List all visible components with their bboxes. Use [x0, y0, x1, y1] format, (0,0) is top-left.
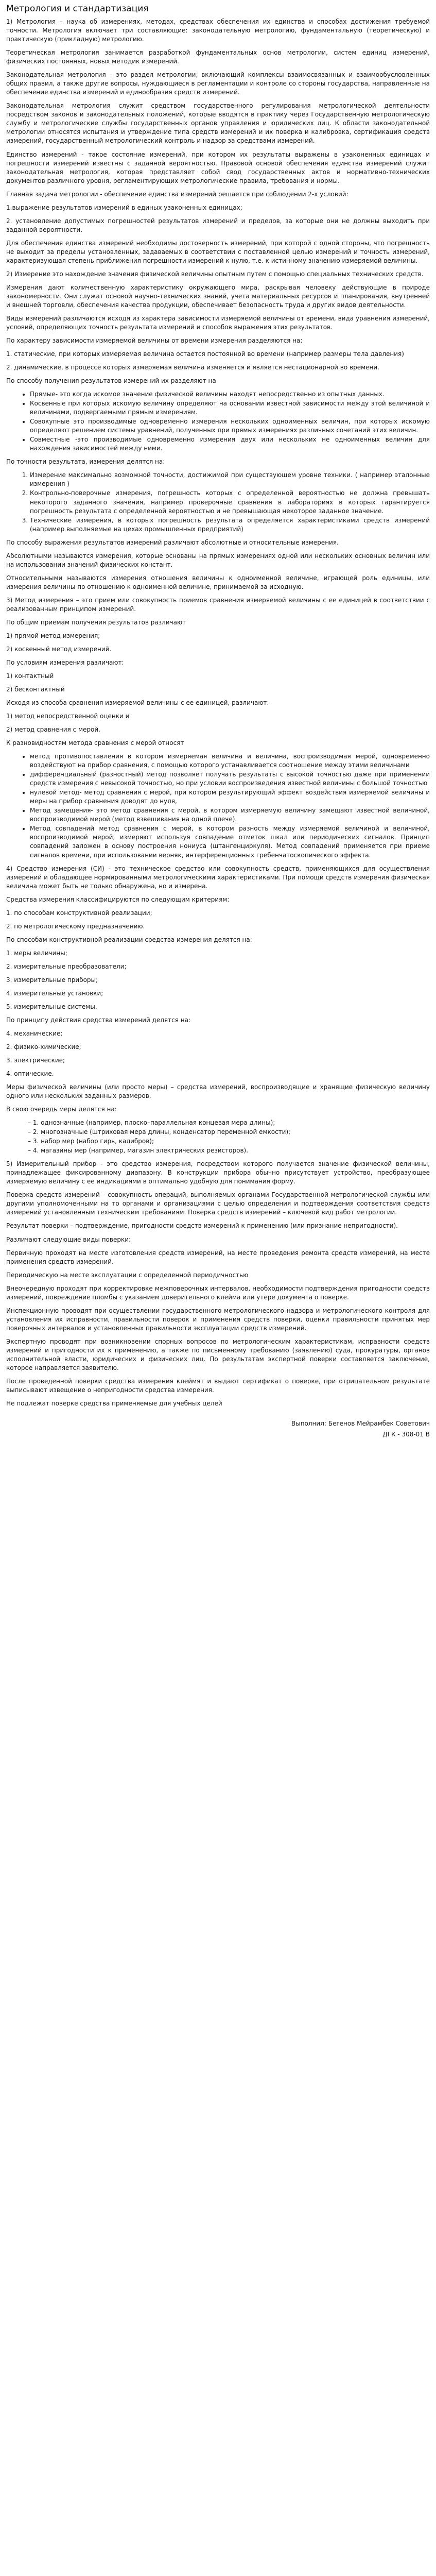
paragraph: Не подлежат поверке средства применяемые для учебных целей	[6, 1399, 222, 1407]
paragraph: Периодическую на месте эксплуатации с определенной периодичностью	[6, 1271, 249, 1279]
paragraph: По точности результата, измерения делятся на:	[6, 458, 165, 466]
paragraph: Средства измерения классифицируются по следующим критериям:	[6, 895, 230, 903]
document-footer	[6, 1419, 430, 1439]
paragraph: К разновидностям метода сравнения с мерой относят	[6, 739, 184, 747]
paragraph: 1. по способам конструктивной реализации;	[6, 909, 152, 917]
paragraph: По условиям измерения различают:	[6, 658, 124, 666]
list-item: – 1. однозначные (например, плоско–параллельная концевая мера длины);	[35, 1118, 430, 1127]
paragraph: 3. измерительные приборы;	[6, 976, 98, 984]
list-item: 1. Измерение максимально возможной точности, достижимой при существующем уровне техники. ( например эталонные измерения )	[30, 471, 430, 488]
list-item: • нулевой метод- метод сравнения с мерой, при котором результирующий эффект воздействия измеряемой величины и меры на прибор сравнения доводят до нуля,	[30, 788, 430, 806]
paragraph: 1) контактный	[6, 672, 54, 680]
paragraph: Исходя из способа сравнения измеряемой величины с ее единицей, различают:	[6, 699, 269, 707]
paragraph: Относительными называются измерения отношения величины к одноименной величине, играющей роль единицы, или измерения величины по отношению к одноименной величине, принимаемой за исходную.	[6, 574, 430, 590]
list-item: 3. Технические измерения, в которых погрешность результата определяется характеристиками средств измерений (например выполняемые на цехах промышленных предприятий)	[30, 516, 430, 534]
paragraph: После проведенной поверки средства измерения клеймят и выдают сертификат о поверке, при отрицательном результате выписывают извещение о непригодности средства измерения.	[6, 1377, 430, 1394]
list-item: – 4. магазины мер (например, магазин электрических резисторов).	[35, 1146, 430, 1155]
paragraph: По общим приемам получения результатов различают	[6, 618, 186, 626]
paragraph: 1) метод непосредственной оценки и	[6, 713, 130, 720]
list-item: • метод противопоставления в котором измеряемая величина и величина, воспроизводимая мерой, одновременно воздействуют на прибор сравнения, с помощью которого устанавливается соотношение между этими величинами	[30, 752, 430, 770]
list-item: • Метод совпадений метод сравнения с мерой, в котором разность между измеряемой величиной и величиной, воспроизводимой мерой, измеряют используя совпадение отметок шкал или периодических сигналов. Принцип совпадений заложен в основу построения нониуса (штангенциркуля). Метод совпадений применяется при приеме сигналов времени, при использовании верняк, интерференционных гребенчатоскопического эффекта.	[30, 824, 430, 859]
paragraph: 4. оптические.	[6, 1070, 54, 1078]
list-item: • дифференциальный (разностный) метод позволяет получать результаты с высокой точностью даже при применении средств измерения с невысокой точностью, но при условии воспроизведения известной величины с большой точностью	[30, 770, 430, 788]
list-item: • Метод замещения- это метод сравнения с мерой, в котором измеряемую величину замещают известной величиной, воспроизводимой мерой (метод взвешивания на одной плече).	[30, 806, 430, 824]
bullet-list	[6, 390, 430, 453]
paragraph: Поверка средств измерений – совокупность операций, выполняемых органами Государственной метрологической службы или другими уполномоченными на то органами и организациями с целью определения и подтверждения соответствия средств измерений установленным техническим требованиям. Поверка средств измерений – ключевой вид работ метрологии.	[6, 1191, 430, 1216]
paragraph: 1.выражение результатов измерений в единых узаконенных единицах;	[6, 204, 242, 211]
paragraph: Экспертную проводят при возникновении спорных вопросов по метрологическим характеристикам, исправности средств измерений и пригодности их к применению, а также по письменному требованию (заявлению) суда, прокуратуры, органов исполнительной власти, юридических и физических лиц. По результатам экспертной поверки составляется заключение, которое направляется заявителю.	[6, 1337, 430, 1371]
paragraph: 2. по метрологическому предназначению.	[6, 922, 145, 930]
paragraph: Абсолютными называются измерения, которые основаны на прямых измерениях одной или нескольких основных величин или на использовании значений физических констант.	[6, 552, 430, 568]
list-item: • Прямые- это когда искомое значение физической величины находят непосредственно из опытных данных.	[30, 390, 430, 399]
paragraph: Инспекционную проводят при осуществлении государственного метрологического надзора и метрологического контроля для установления их исправности, правильности поверок и применения средств поверки, оценки правильности принятых мер поверочных интервалов и установленных правильности эксплуатации средств измерений.	[6, 1307, 430, 1332]
paragraph: Различают следующие виды поверки:	[6, 1235, 131, 1243]
paragraph: По способам конструктивной реализации средства измерения делятся на:	[6, 936, 252, 943]
paragraph: 4. механические;	[6, 1029, 63, 1037]
paragraph: Для обеспечения единства измерений необходимы достоверность измерений, при которой с одной стороны, что погрешность не выходит за пределы установленных, задаваемых в соответствии с поставленной целью измерений и точность измерений, характеризующая степень приближения погрешности измерений к нулю, т.е. к истинному значению измеряемой величины.	[6, 239, 430, 264]
paragraph: 4. измерительные установки;	[6, 989, 103, 997]
list-item: – 3. набор мер (набор гирь, калибров);	[35, 1137, 430, 1146]
list-item: • Косвенные при которых искомую величину определяют на основании известной зависимости между этой величиной и величинами, подвергаемыми прямым измерениям.	[30, 399, 430, 417]
paragraph: Единство измерений - такое состояние измерений, при котором их результаты выражены в узаконенных единицах и погрешности измерений известны с заданной вероятностью. Правовой основой обеспечения единства измерений служит законодательная метрология, которая представляет собой свод государственных актов и нормативно-технических документов различного уровня, регламентирующих метрологические правила, требования и нормы.	[6, 150, 430, 184]
paragraph: В свою очередь меры делятся на:	[6, 1106, 117, 1113]
paragraph: 2. динамические, в процессе которых измеряемая величина изменяется и является нестационарной во времени.	[6, 364, 379, 371]
paragraph: Результат поверки – подтверждение, пригодности средств измерений к применению (или признание непригодности).	[6, 1222, 398, 1230]
paragraph: Внеочередную проходят при корректировке межповерочных интервалов, необходимости подтверждения пригодности средств измерений, повреждение пломбы с указанием доверительного клейма или утере документа о поверке.	[6, 1284, 430, 1301]
paragraph: 5. измерительные системы.	[6, 1003, 97, 1010]
paragraph: 3. электрические;	[6, 1057, 65, 1064]
paragraph: Главная задача метрологии - обеспечение единства измерений решается при соблюдении 2-х условий:	[6, 190, 348, 198]
list-item: 2. Контрольно-поверочные измерения, погрешность которых с определенной вероятностью не должна превышать некоторого заданного значения, например проверочные сравнения в лабораториях в которых гарантируется погрешность результата с определенной вероятностью и не превышающая некоторое заданное значение.	[30, 489, 430, 515]
paragraph: Меры физической величины (или просто меры) – средства измерений, воспроизводящие и хранящие физическую величину одного или нескольких заданных размеров.	[6, 1083, 430, 1100]
paragraph: Законодательная метрология служит средством государственного регулирования метрологической деятельности посредством законов и законодательных положений, которые вводятся в практику через Государственную метрологическую службу и метрологические службы государственных органов управления и юридических лиц. К области законодательной метрологии относятся испытания и утверждение типа средств измерений и их поверка и калибровка, сертификация средств измерений, государственный метрологический контроль и надзор за средствами измерений.	[6, 102, 430, 145]
paragraph: 2. установление допустимых погрешностей результатов измерений и пределов, за которые они не должны выходить при заданной вероятности.	[6, 217, 430, 233]
paragraph: 4) Средство измерения (СИ) - это техническое средство или совокупность средств, применяющихся для осуществления измерений и обладающее нормированными метрологическими характеристиками. При помощи средств измерения физическая величина может быть не только обнаружена, но и измерена.	[6, 865, 430, 890]
paragraph: 5) Измерительный прибор - это средство измерения, посредством которого получается значение физической величины, принадлежащее фиксированному диапазону. В конструкции прибора обычно присутствует устройство, преобразующее измеряемую величину с ее индикациями в оптимально удобную для понимания форму.	[6, 1160, 430, 1185]
paragraph: Теоретическая метрология занимается разработкой фундаментальных основ метрологии, систем единиц измерений, физических постоянных, новых методик измерений.	[6, 49, 430, 65]
paragraph: 2. измерительные преобразователи;	[6, 962, 127, 970]
numbered-list	[6, 471, 430, 533]
paragraph: 1) Метрология – наука об измерениях, методах, средствах обеспечения их единства и способах достижения требуемой точности. Метрология включает три составляющие: законодательную метрологию, фундаментальную (теоретическую) и практическую (прикладную) метрологию.	[6, 18, 430, 43]
paragraph: 3) Метод измерения – это прием или совокупность приемов сравнения измеряемой величины с ее единицей в соответствии с реализованным принципом измерений.	[6, 596, 430, 613]
paragraph: По характеру зависимости измеряемой величины от времени измерения разделяются на:	[6, 337, 303, 345]
paragraph: По способу выражения результатов измерений различают абсолютные и относительные измерения.	[6, 538, 339, 546]
paragraph: 1) прямой метод измерения;	[6, 632, 100, 639]
list-item: • Совместные -это производимые одновременно измерения двух или нескольких не одноименных величин для нахождения зависимостей между ними.	[30, 435, 430, 453]
paragraph: По принципу действия средства измерений делятся на:	[6, 1016, 191, 1024]
author-line: Выполнил: Бегенов Мейрамбек Советович	[291, 1420, 430, 1427]
paragraph: 2) Измерение это нахождение значения физической величины опытным путем с помощью специальных технических средств.	[6, 270, 424, 278]
paragraph: 1. меры величины;	[6, 949, 67, 957]
paragraph: Законодательная метрология – это раздел метрологии, включающий комплексы взаимосвязанных и взаимообусловленных общих правил, а также другие вопросы, нуждающиеся в регламентации и контроле со стороны государства, направленные на обеспечение единства измерений и единообразия средств измерений.	[6, 71, 430, 96]
paragraph: 2) косвенный метод измерений.	[6, 645, 112, 653]
document-body	[6, 18, 430, 1408]
bullet-list	[6, 752, 430, 859]
list-item: – 2. многозначные (штриховая мера длины, конденсатор переменной емкости);	[35, 1128, 430, 1137]
document-title: Метрология и стандартизация	[6, 4, 149, 14]
paragraph: 2) бесконтактный	[6, 686, 65, 693]
bullet-list	[6, 1118, 430, 1155]
group-line: ДГК - 308-01 В	[382, 1431, 430, 1438]
paragraph: 2. физико-химические;	[6, 1043, 81, 1050]
paragraph: 1. статические, при которых измеряемая величина остается постоянной во времени (например размеры тела давления)	[6, 350, 404, 358]
paragraph: По способу получения результатов измерений их разделяют на	[6, 377, 216, 385]
paragraph: Виды измерений различаются исходя из характера зависимости измеряемой величины от времени, вида уравнения измерений, условий, определяющих точность результата измерений и способов выражения этих результатов.	[6, 314, 430, 331]
paragraph: 2) метод сравнения с мерой.	[6, 726, 100, 734]
paragraph: Первичную проходят на месте изготовления средств измерений, на месте проведения ремонта средств измерений, на месте применения средств измерений.	[6, 1249, 430, 1265]
paragraph: Измерения дают количественную характеристику окружающего мира, раскрывая человеку действующие в природе закономерности. Они служат основой научно-технических знаний, учета материальных ресурсов и планирования, внутренней и внешней торговли, обеспечения качества продукции, обеспечивает безопасность труда и других видов деятельности.	[6, 283, 430, 309]
list-item: • Совокупные это производимые одновременно измерения нескольких одноименных величин, при которых искомую определяют решением системы уравнений, полученных при прямых измерениях различных сочетаний этих величин.	[30, 417, 430, 435]
